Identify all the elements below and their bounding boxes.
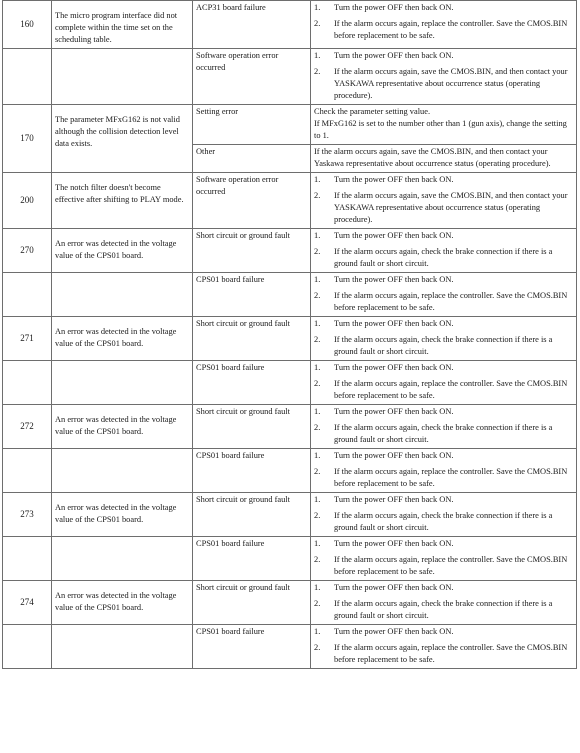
remedy-step [314,18,573,42]
alarm-remedy [311,229,577,273]
step-number: 2. [314,467,321,476]
remedy-step [314,598,573,622]
alarm-remedy [311,173,577,229]
alarm-code: 273 [3,493,52,537]
step-number: 1. [314,51,321,60]
step-text: If the alarm occurs again, save the CMOS.BIN, and then contact your YASKAWA representative about occurrence status (operating procedure). [334,191,568,224]
alarm-remedy [311,625,577,669]
step-number: 2. [314,555,321,564]
alarm-row [3,273,577,317]
alarm-row [3,537,577,581]
remedy-step [314,466,573,490]
remedy-step [314,66,573,102]
step-number: 2. [314,599,321,608]
alarm-cause-empty [52,49,193,105]
alarm-code-empty [3,625,52,669]
alarm-code-empty [3,537,52,581]
step-text: Turn the power OFF then back ON. [334,319,454,328]
remedy-step [314,274,573,286]
step-number: 1. [314,627,321,636]
alarm-subcause: CPS01 board failure [193,537,311,581]
alarm-row [3,449,577,493]
step-number: 2. [314,291,321,300]
step-text: If the alarm occurs again, check the brake connection if there is a ground fault or short circuit. [334,247,553,268]
remedy-step [314,406,573,418]
alarm-row [3,493,577,537]
alarm-code: 160 [3,1,52,49]
alarm-subcause: Setting error [193,105,311,145]
step-text: If the alarm occurs again, replace the controller. Save the CMOS.BIN before replacement to be safe. [334,467,568,488]
alarm-code-empty [3,361,52,405]
remedy-steps [314,406,573,446]
alarm-remedy [311,49,577,105]
step-text: Turn the power OFF then back ON. [334,495,454,504]
alarm-remedy [311,1,577,49]
remedy-steps [314,174,573,226]
step-number: 2. [314,19,321,28]
remedy-steps [314,2,573,42]
step-text: Turn the power OFF then back ON. [334,363,454,372]
alarm-row [3,49,577,105]
alarm-code: 200 [3,173,52,229]
alarm-cause: An error was detected in the voltage value of the CPS01 board. [52,229,193,273]
remedy-step [314,378,573,402]
step-text: Turn the power OFF then back ON. [334,231,454,240]
remedy-steps [314,538,573,578]
alarm-table-body [3,1,577,669]
alarm-subcause: Other [193,145,311,173]
alarm-cause: The parameter MFxG162 is not valid although the collision detection level data exists. [52,105,193,173]
remedy-step [314,422,573,446]
alarm-remedy [311,361,577,405]
step-text: Turn the power OFF then back ON. [334,407,454,416]
step-number: 1. [314,539,321,548]
alarm-code: 170 [3,105,52,173]
alarm-cause-empty [52,537,193,581]
alarm-cause-empty [52,273,193,317]
step-text: If the alarm occurs again, replace the controller. Save the CMOS.BIN before replacement to be safe. [334,555,568,576]
alarm-subcause: CPS01 board failure [193,361,311,405]
alarm-code-empty [3,449,52,493]
remedy-step [314,190,573,226]
alarm-cause-empty [52,625,193,669]
remedy-step [314,538,573,550]
remedy-steps [314,582,573,622]
step-number: 1. [314,363,321,372]
alarm-code-empty [3,273,52,317]
alarm-subcause: Short circuit or ground fault [193,581,311,625]
step-text: If the alarm occurs again, replace the controller. Save the CMOS.BIN before replacement to be safe. [334,19,568,40]
remedy-step [314,642,573,666]
step-number: 1. [314,319,321,328]
step-number: 1. [314,407,321,416]
alarm-subcause: Software operation error occurred [193,173,311,229]
remedy-steps [314,362,573,402]
step-text: Turn the power OFF then back ON. [334,175,454,184]
alarm-subcause: ACP31 board failure [193,1,311,49]
step-number: 2. [314,511,321,520]
alarm-subcause: CPS01 board failure [193,449,311,493]
alarm-row [3,1,577,49]
alarm-code: 274 [3,581,52,625]
alarm-row [3,173,577,229]
remedy-text: If the alarm occurs again, save the CMOS.BIN, and then contact your Yaskawa representative about occurrence status (operating procedure). [314,147,551,168]
remedy-text: Check the parameter setting value. If MFxG162 is set to the number other than 1 (gun axis), change the setting to 1. [314,107,567,140]
remedy-step [314,318,573,330]
alarm-cause: An error was detected in the voltage value of the CPS01 board. [52,405,193,449]
step-text: Turn the power OFF then back ON. [334,539,454,548]
alarm-remedy [311,105,577,145]
alarm-subcause: Short circuit or ground fault [193,317,311,361]
step-text: Turn the power OFF then back ON. [334,3,454,12]
remedy-step [314,362,573,374]
remedy-step [314,230,573,242]
step-number: 1. [314,275,321,284]
step-number: 2. [314,247,321,256]
remedy-steps [314,230,573,270]
alarm-code: 270 [3,229,52,273]
remedy-step [314,2,573,14]
remedy-step [314,510,573,534]
step-text: If the alarm occurs again, check the brake connection if there is a ground fault or short circuit. [334,599,553,620]
alarm-cause: An error was detected in the voltage value of the CPS01 board. [52,493,193,537]
alarm-remedy [311,145,577,173]
step-number: 2. [314,191,321,200]
alarm-code: 271 [3,317,52,361]
remedy-step [314,626,573,638]
remedy-steps [314,318,573,358]
alarm-subcause: Software operation error occurred [193,49,311,105]
alarm-cause: The notch filter doesn't become effective after shifting to PLAY mode. [52,173,193,229]
remedy-steps [314,50,573,102]
remedy-step [314,334,573,358]
alarm-remedy [311,273,577,317]
alarm-remedy [311,317,577,361]
remedy-step [314,554,573,578]
remedy-step [314,174,573,186]
alarm-remedy [311,493,577,537]
step-number: 1. [314,495,321,504]
alarm-table [2,0,577,669]
alarm-cause: An error was detected in the voltage value of the CPS01 board. [52,317,193,361]
alarm-remedy [311,537,577,581]
step-number: 1. [314,3,321,12]
step-number: 2. [314,379,321,388]
step-text: Turn the power OFF then back ON. [334,275,454,284]
alarm-code: 272 [3,405,52,449]
alarm-row [3,625,577,669]
alarm-row [3,229,577,273]
alarm-subcause: Short circuit or ground fault [193,493,311,537]
remedy-step [314,450,573,462]
remedy-step [314,582,573,594]
alarm-row [3,581,577,625]
step-text: If the alarm occurs again, save the CMOS.BIN, and then contact your YASKAWA representative about occurrence status (operating procedure). [334,67,568,100]
step-text: If the alarm occurs again, replace the controller. Save the CMOS.BIN before replacement to be safe. [334,379,568,400]
alarm-cause: The micro program interface did not complete within the time set on the scheduling table. [52,1,193,49]
step-text: If the alarm occurs again, check the brake connection if there is a ground fault or short circuit. [334,423,553,444]
alarm-subcause: Short circuit or ground fault [193,405,311,449]
alarm-subcause: CPS01 board failure [193,273,311,317]
step-number: 2. [314,67,321,76]
remedy-step [314,290,573,314]
remedy-step [314,246,573,270]
remedy-steps [314,494,573,534]
step-text: If the alarm occurs again, replace the controller. Save the CMOS.BIN before replacement to be safe. [334,291,568,312]
step-number: 2. [314,423,321,432]
alarm-row [3,405,577,449]
alarm-code-empty [3,49,52,105]
step-number: 1. [314,231,321,240]
step-text: Turn the power OFF then back ON. [334,583,454,592]
remedy-steps [314,626,573,666]
alarm-row [3,361,577,405]
alarm-cause-empty [52,449,193,493]
alarm-remedy [311,581,577,625]
alarm-cause: An error was detected in the voltage value of the CPS01 board. [52,581,193,625]
step-text: Turn the power OFF then back ON. [334,627,454,636]
alarm-row [3,105,577,145]
step-number: 2. [314,335,321,344]
step-text: If the alarm occurs again, replace the controller. Save the CMOS.BIN before replacement to be safe. [334,643,568,664]
step-text: If the alarm occurs again, check the brake connection if there is a ground fault or short circuit. [334,335,553,356]
remedy-steps [314,274,573,314]
step-number: 2. [314,643,321,652]
alarm-cause-empty [52,361,193,405]
alarm-subcause: Short circuit or ground fault [193,229,311,273]
remedy-step [314,494,573,506]
alarm-remedy [311,449,577,493]
alarm-subcause: CPS01 board failure [193,625,311,669]
step-number: 1. [314,451,321,460]
step-text: Turn the power OFF then back ON. [334,51,454,60]
remedy-step [314,50,573,62]
step-number: 1. [314,175,321,184]
alarm-remedy [311,405,577,449]
step-text: Turn the power OFF then back ON. [334,451,454,460]
step-text: If the alarm occurs again, check the brake connection if there is a ground fault or short circuit. [334,511,553,532]
alarm-row [3,317,577,361]
remedy-steps [314,450,573,490]
step-number: 1. [314,583,321,592]
